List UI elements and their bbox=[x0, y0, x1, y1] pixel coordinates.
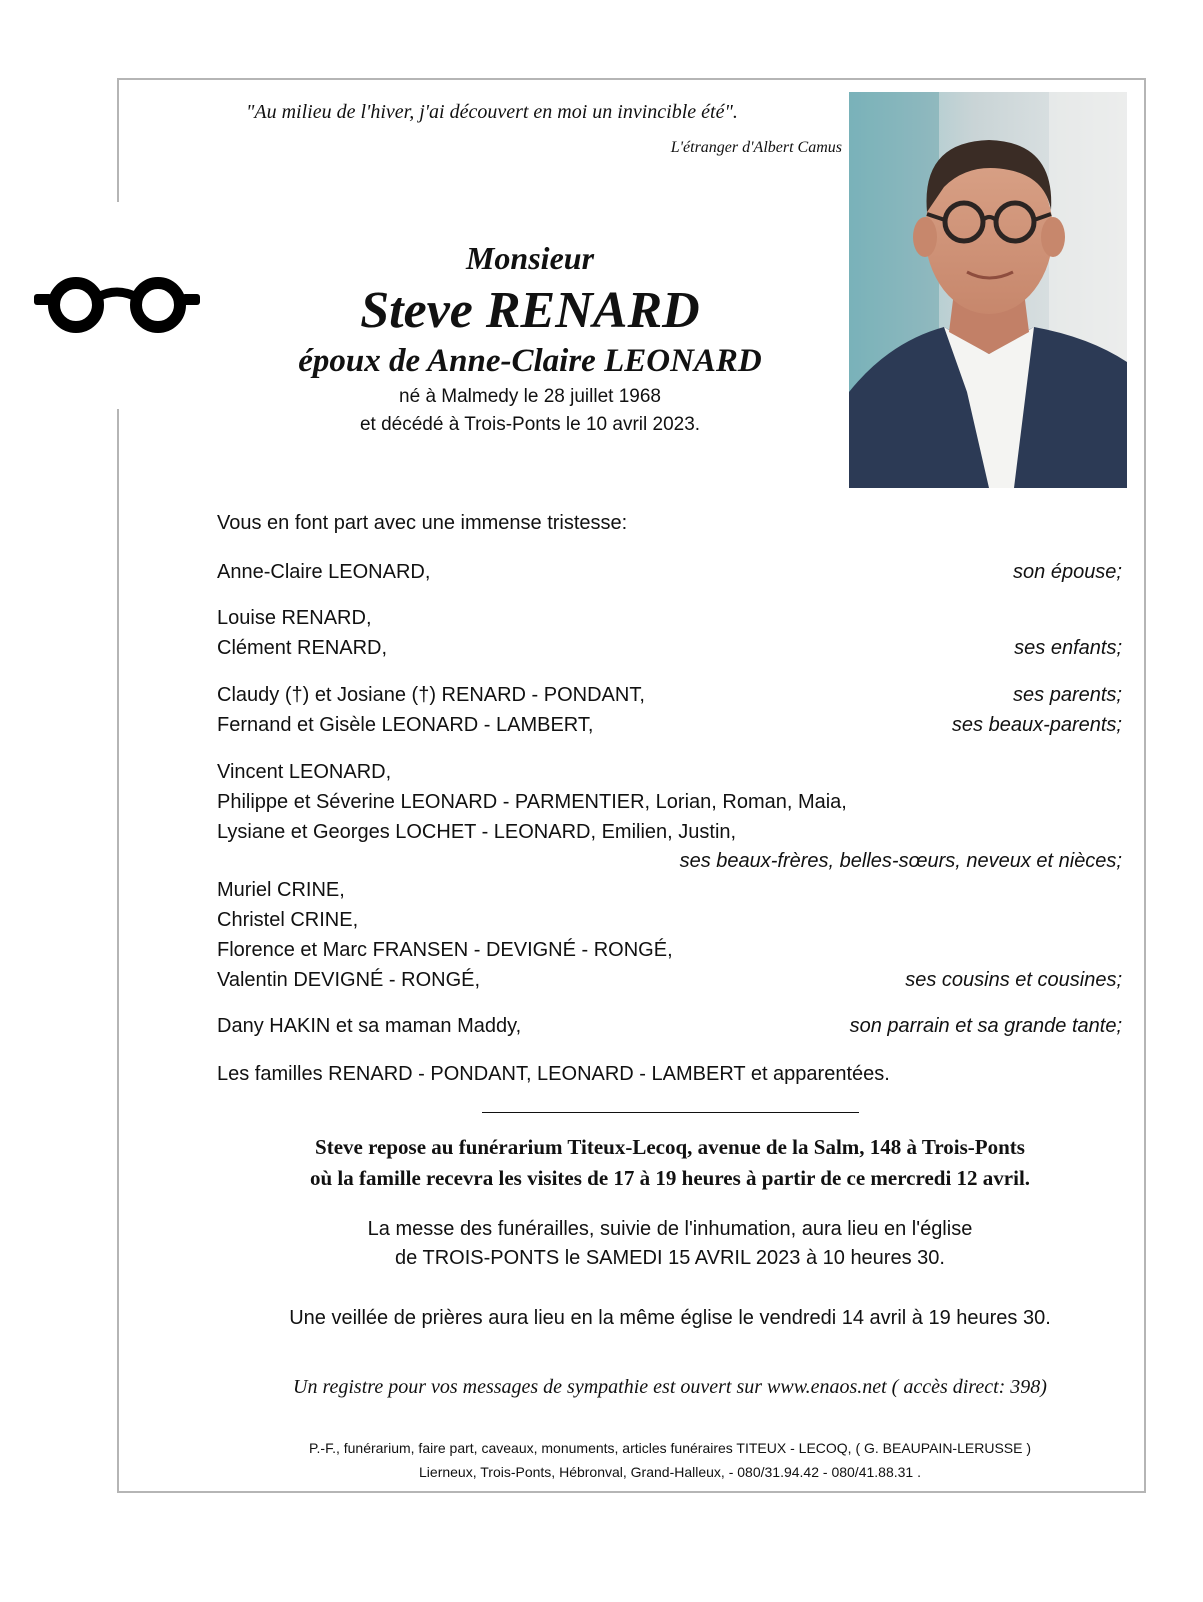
family-line: Les familles RENARD - PONDANT, LEONARD - LAMBERT et apparentées. bbox=[217, 1063, 890, 1085]
relation-label: ses cousins et cousines; bbox=[905, 969, 1122, 991]
family-line: Anne-Claire LEONARD, bbox=[217, 561, 431, 583]
footer-line: Lierneux, Trois-Ponts, Hébronval, Grand-Halleux, - 080/31.94.42 - 080/41.88.31 . bbox=[419, 1464, 921, 1480]
frame-border-top bbox=[117, 78, 1145, 80]
portrait-photo bbox=[849, 92, 1127, 488]
glasses-icon bbox=[32, 272, 202, 338]
frame-border-right bbox=[1144, 78, 1146, 1492]
spouse-line: époux de Anne-Claire LEONARD bbox=[298, 343, 762, 379]
family-line: Muriel CRINE, bbox=[217, 879, 345, 901]
mass-line: de TROIS-PONTS le SAMEDI 15 AVRIL 2023 à 10 heures 30. bbox=[395, 1247, 945, 1269]
frame-border-left-top bbox=[117, 78, 119, 202]
death-line: et décédé à Trois-Ponts le 10 avril 2023. bbox=[359, 414, 701, 435]
relation-label: son parrain et sa grande tante; bbox=[849, 1015, 1122, 1037]
mass-line: La messe des funérailles, suivie de l'inhumation, aura lieu en l'église bbox=[367, 1218, 973, 1240]
register-note: Un registre pour vos messages de sympathie est ouvert sur www.enaos.net ( accès direct: 398) bbox=[293, 1376, 1047, 1398]
announcement-intro: Vous en font part avec une immense tristesse: bbox=[217, 512, 628, 534]
salutation: Monsieur bbox=[465, 240, 595, 276]
deceased-name: Steve RENARD bbox=[360, 282, 700, 339]
frame-border-bottom bbox=[117, 1491, 1146, 1493]
frame-border-left-bottom bbox=[117, 409, 119, 1493]
relation-label: ses beaux-parents; bbox=[951, 714, 1122, 736]
family-line: Valentin DEVIGNÉ - RONGÉ, bbox=[217, 969, 481, 991]
family-line: Clément RENARD, bbox=[217, 637, 388, 659]
birth-line: né à Malmedy le 28 juillet 1968 bbox=[399, 386, 661, 407]
epigraph-quote: "Au milieu de l'hiver, j'ai découvert en moi un invincible été". bbox=[246, 101, 738, 123]
family-line: Louise RENARD, bbox=[217, 607, 372, 629]
relation-label: ses beaux-frères, belles-sœurs, neveux et nièces; bbox=[679, 850, 1122, 872]
family-line: Florence et Marc FRANSEN - DEVIGNÉ - RONGÉ, bbox=[217, 939, 673, 961]
family-line: Dany HAKIN et sa maman Maddy, bbox=[217, 1015, 522, 1037]
relation-label: son épouse; bbox=[1013, 561, 1122, 583]
relation-label: ses enfants; bbox=[1014, 637, 1122, 659]
section-divider bbox=[482, 1112, 859, 1113]
family-line: Fernand et Gisèle LEONARD - LAMBERT, bbox=[217, 714, 594, 736]
relation-label: ses parents; bbox=[1013, 684, 1122, 706]
family-line: Claudy (†) et Josiane (†) RENARD - PONDANT, bbox=[217, 684, 645, 706]
family-line: Vincent LEONARD, bbox=[217, 761, 392, 783]
visitation-line: Steve repose au funérarium Titeux-Lecoq, avenue de la Salm, 148 à Trois-Ponts bbox=[315, 1135, 1025, 1159]
family-line: Lysiane et Georges LOCHET - LEONARD, Emilien, Justin, bbox=[217, 821, 737, 843]
vigil-line: Une veillée de prières aura lieu en la même église le vendredi 14 avril à 19 heures 30. bbox=[289, 1307, 1051, 1329]
visitation-line: où la famille recevra les visites de 17 à 19 heures à partir de ce mercredi 12 avril. bbox=[309, 1166, 1031, 1190]
epigraph-source: L'étranger d'Albert Camus bbox=[670, 139, 842, 156]
family-line: Philippe et Séverine LEONARD - PARMENTIER, Lorian, Roman, Maia, bbox=[217, 791, 847, 813]
footer-line: P.-F., funérarium, faire part, caveaux, monuments, articles funéraires TITEUX - LECOQ, ( G. BEAUPAIN-LERUSSE ) bbox=[308, 1440, 1032, 1456]
family-line: Christel CRINE, bbox=[217, 909, 359, 931]
